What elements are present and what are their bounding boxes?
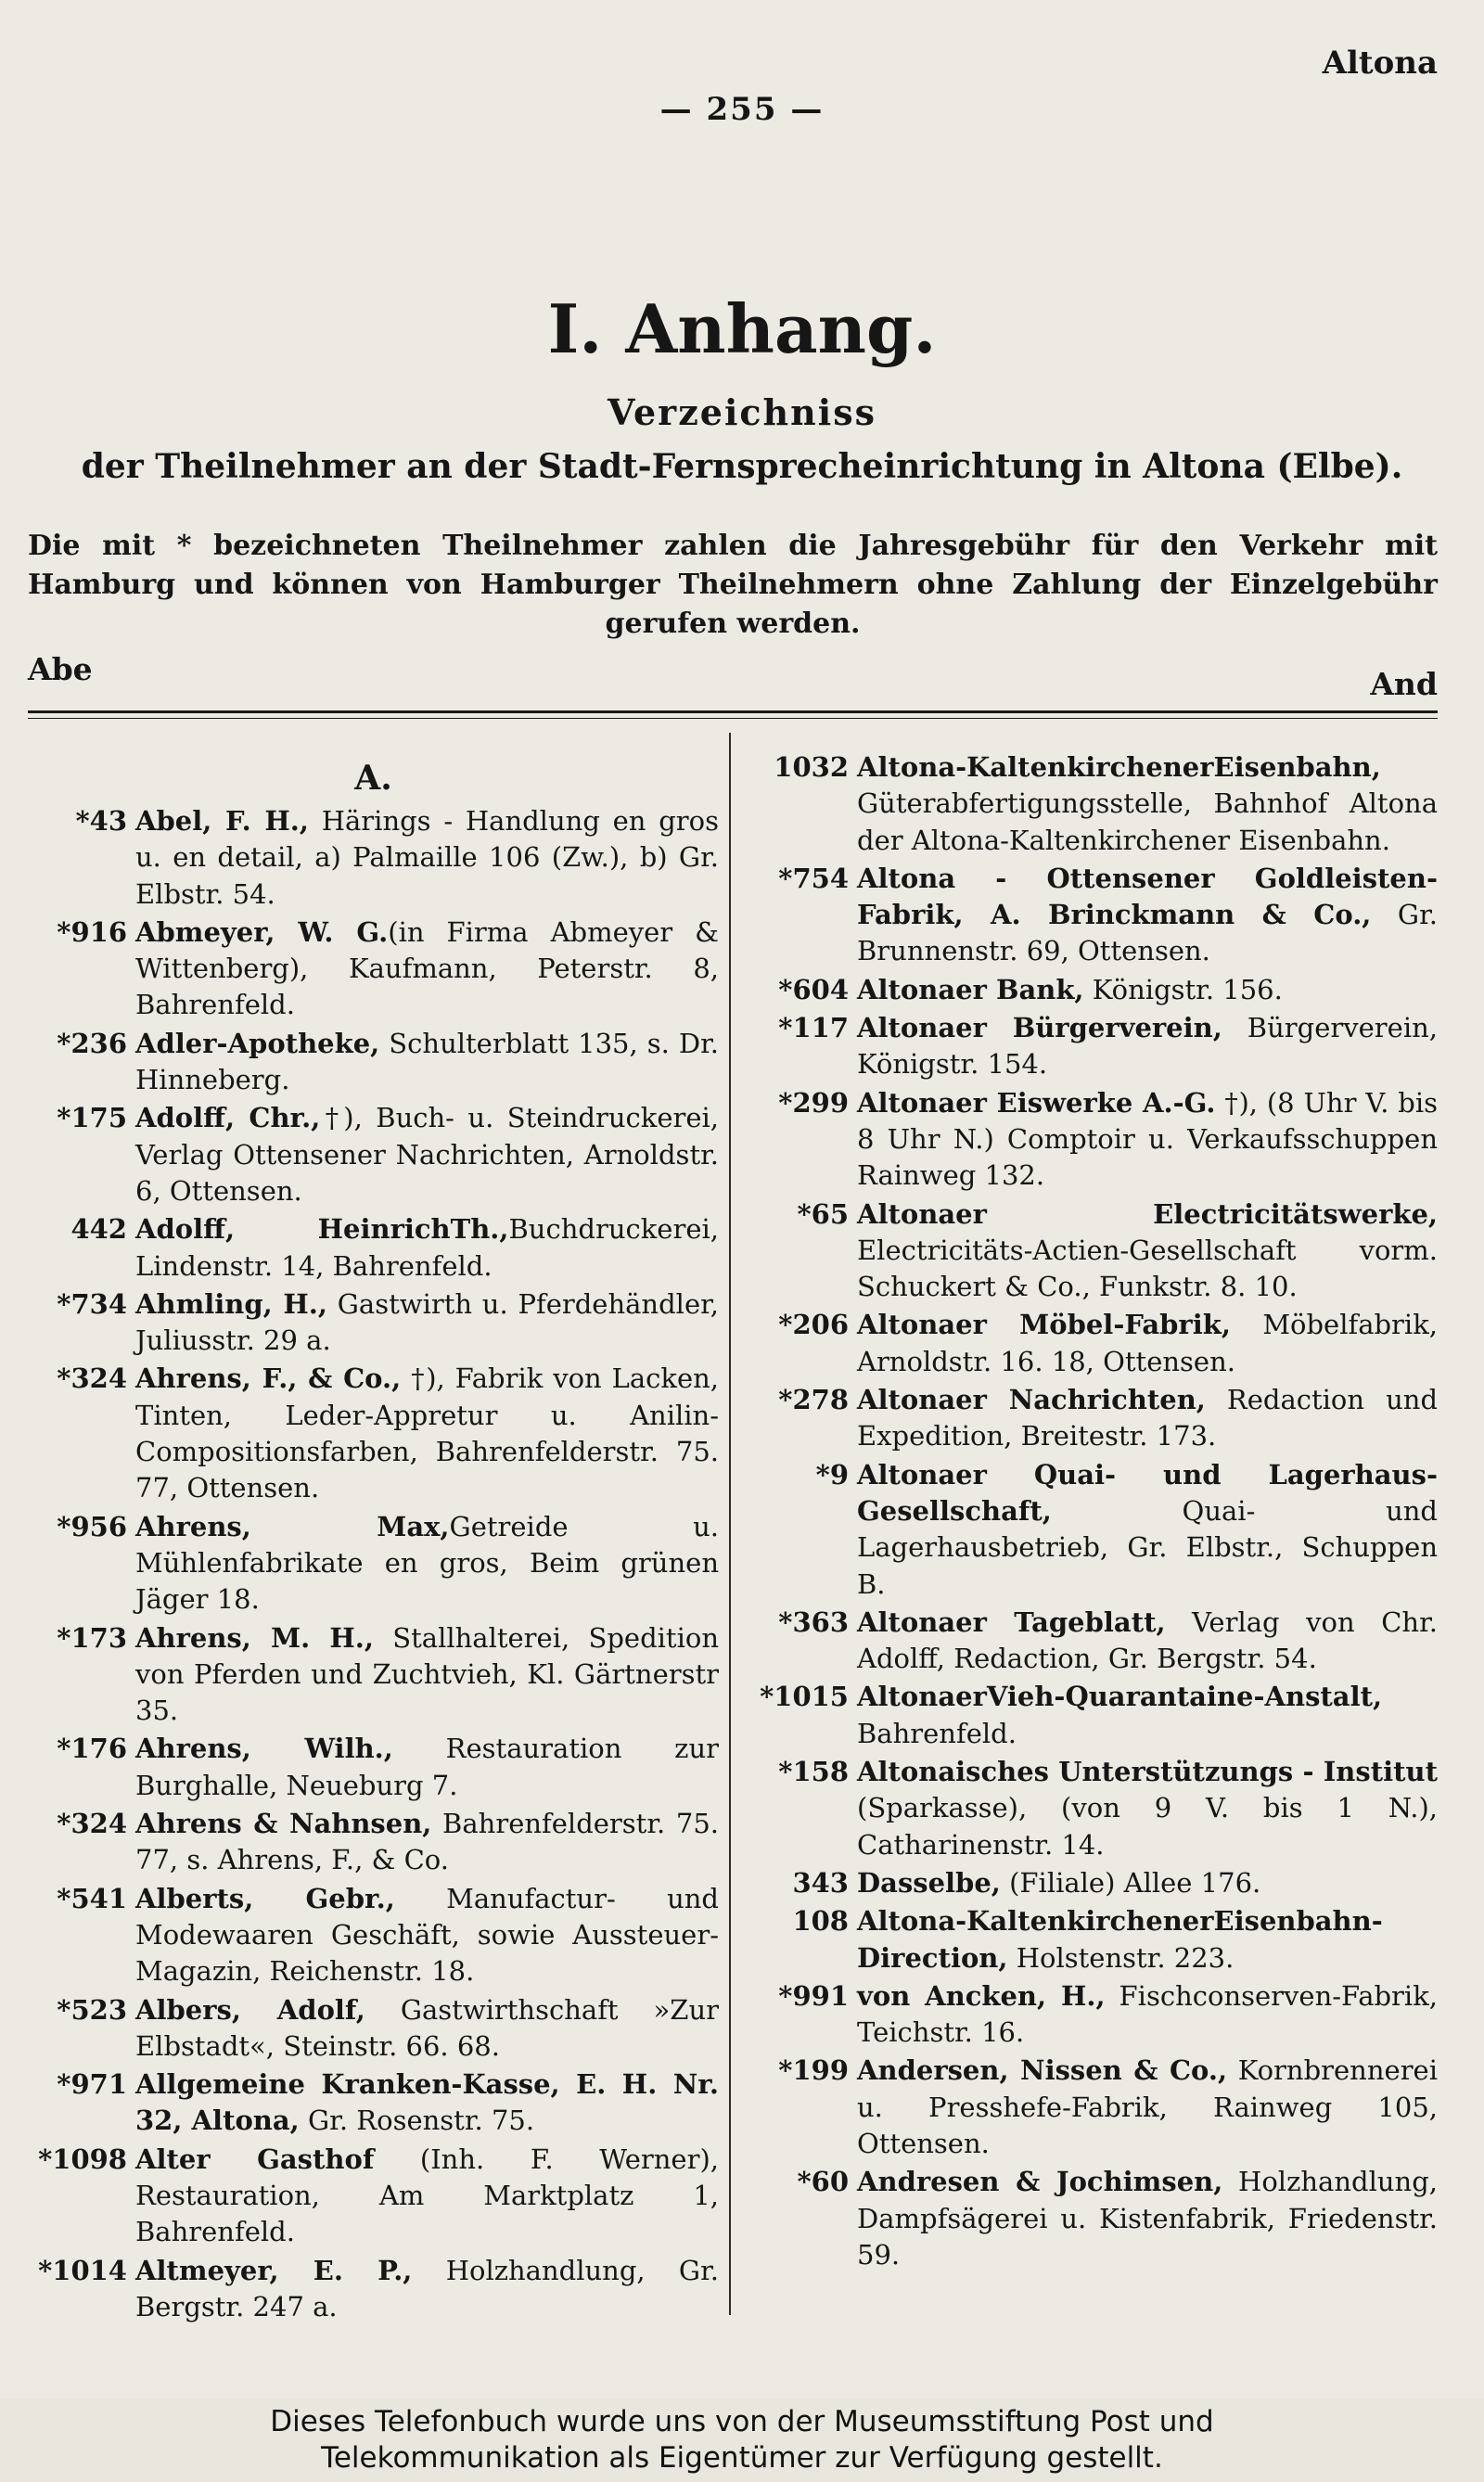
directory-entry [28,1100,719,1209]
directory-entry [28,1620,719,1730]
directory-entry [749,2164,1438,2273]
subscriber-name: Ahrens & Nahnsen, [135,1808,432,1840]
phone-number: *1014 [38,2254,127,2286]
directory-entry [28,915,719,1024]
subscriber-name: Altonaer Bürgerverein, [857,1012,1222,1044]
subscriber-name: Adolff, Chr., [135,1102,321,1134]
entry-details: Manufactur- und Modewaaren Geschäft, sowie Aussteuer-Magazin, Reichenstr. 18. [135,1882,719,1988]
subscriber-name: Andersen, Nissen & Co., [857,2054,1228,2087]
phone-number: *956 [57,1510,127,1542]
subscriber-name: Adolff, HeinrichTh., [135,1213,509,1246]
subscriber-name: Abmeyer, W. G. [135,915,389,948]
entry-body [135,1509,719,1618]
phone-number: *363 [778,1606,849,1638]
subscriber-name: Andresen & Jochimsen, [857,2166,1223,2198]
entry-body [857,1865,1438,1901]
entry-body [135,915,719,1024]
subscriber-name: Altonaer Eiswerke A.-G. [857,1086,1216,1119]
directory-entry [28,803,719,913]
entry-body [857,749,1438,859]
subscriber-name: Altonaer Tageblatt, [857,1606,1166,1638]
directory-entry [749,1605,1438,1678]
phone-number: *604 [778,973,849,1005]
directory-entry [749,1903,1438,1977]
entry-details: †), (8 Uhr V. bis 8 Uhr N.) Comptoir u. Verkaufsschuppen Rainweg 132. [857,1086,1438,1192]
entry-details: Schulterblatt 135, s. Dr. Hinneberg. [135,1027,719,1096]
directory-entry [28,1026,719,1099]
entry-details: Redaction und Expedition, Breitestr. 173. [857,1384,1439,1452]
left-entry-list [28,803,719,2325]
entry-body [135,1992,719,2066]
directory-entry [749,861,1438,970]
entry-details: Verlag von Chr. Adolff, Redaction, Gr. Bergstr. 54. [857,1606,1438,1675]
phone-number: *299 [778,1086,849,1119]
entry-details: Güterabfertigungsstelle, Bahnhof Altona der Altona-Kaltenkirchener Eisenbahn. [857,787,1438,856]
header-rule-thick [28,710,1438,713]
entry-details: Quai- und Lagerhausbetrieb, Gr. Elbstr., Schuppen B. [857,1494,1438,1600]
entry-body [135,803,719,913]
subscriber-name: Altonaisches Unterstützungs - Institut [857,1756,1438,1788]
subscriber-name: Altonaer Electricitätswerke, [857,1197,1438,1230]
entry-details: Getreide u. Mühlenfabrikate en gros, Beim grünen Jäger 18. [135,1510,719,1616]
entry-details: †), Fabrik von Lacken, Tinten, Leder-Appretur u. Anilin-Compositionsfarben, Bahrenfelderstr. 75. 77, Ottensen. [135,1363,719,1504]
phone-number: *754 [778,862,849,894]
entry-details: Restauration zur Burghalle, Neueburg 7. [135,1733,719,1801]
subscriber-name: von Ancken, H., [857,1979,1106,2012]
directory-entry [749,1010,1438,1083]
directory-entry [749,972,1438,1008]
subscriber-name: Adler-Apotheke, [135,1027,380,1059]
entry-body [857,2053,1438,2162]
subtitle: Verzeichniss [608,391,876,433]
subscriber-name: Abel, F. H., [135,805,309,837]
subscriber-name: Altonaer Möbel-Fabrik, [857,1309,1231,1341]
entry-details: Gr. Brunnenstr. 69, Ottensen. [857,899,1438,967]
directory-entry [749,1865,1438,1901]
entry-details: Bahrenfeld. [857,1717,1017,1749]
entry-details: Bahrenfelderstr. 75. 77, s. Ahrens, F., & Co. [135,1808,719,1876]
entry-details: Holstenstr. 223. [1007,1941,1235,1974]
phone-number: *199 [778,2054,849,2087]
entry-body [857,1679,1438,1752]
phone-number: *9 [815,1458,849,1490]
subscriber-name: Ahrens, Wilh., [135,1733,393,1765]
directory-entry [28,1509,719,1618]
subscriber-name: Alberts, Gebr., [135,1882,395,1914]
directory-entry [749,1754,1438,1863]
entry-body [857,1754,1438,1863]
entry-body [135,1361,719,1506]
entry-body [857,2164,1438,2273]
phone-number: *206 [778,1309,849,1341]
entry-details: Holzhandlung, Dampfsägerei u. Kistenfabrik, Friedenstr. 59. [857,2166,1438,2271]
directory-entry [749,1978,1438,2052]
subscriber-name: Altona-KaltenkirchenerEisenbahn, [857,751,1381,783]
directory-entry [28,1361,719,1506]
footer-line-2: Telekommunikation als Eigentümer zur Verfügung gestellt. [321,2441,1163,2475]
subscriber-name: Allgemeine Kranken-Kasse, E. H. Nr. 32, Altona, [135,2068,719,2137]
phone-number: *158 [778,1756,849,1788]
entry-body [857,1903,1438,1977]
phone-number: *523 [57,1993,127,2026]
entry-details: (Sparkasse), (von 9 V. bis 1 N.), Catharinenstr. 14. [857,1792,1438,1861]
directory-entry [749,1085,1438,1195]
subscriber-name: Ahrens, Max, [135,1510,450,1542]
page-title: I. Anhang. [547,289,937,368]
entry-body [857,1085,1438,1195]
phone-number: 108 [792,1905,849,1938]
entry-body [135,1211,719,1285]
phone-number: *324 [57,1808,127,1840]
entry-body [857,1978,1438,2052]
phone-number: *173 [57,1621,127,1654]
subscriber-name: Alter Gasthof [135,2143,375,2175]
phone-number: *916 [57,915,127,948]
phone-number: *117 [778,1012,849,1044]
subscriber-name: Altona - Ottensener Goldleisten-Fabrik, A. Brinckmann & Co., [857,862,1438,931]
entry-details: Holzhandlung, Gr. Bergstr. 247 a. [135,2254,719,2322]
entry-details: Härings - Handlung en gros u. en detail, a) Palmaille 106 (Zw.), b) Gr. Elbstr. 54. [135,805,719,910]
phone-number: *324 [57,1363,127,1395]
entry-details: Gr. Rosenstr. 75. [299,2105,535,2137]
entry-details: Electricitäts-Actien-Gesellschaft vorm. Schuckert & Co., Funkstr. 8. 10. [857,1234,1438,1303]
entry-body [135,2253,719,2326]
subscriber-name: Altona-KaltenkirchenerEisenbahn-Direction, [857,1905,1383,1974]
subscriber-name: Altonaer Bank, [857,973,1084,1005]
entry-details: Gastwirth u. Pferdehändler, Juliusstr. 29 a. [135,1287,719,1357]
entry-details: Buchdruckerei, Lindenstr. 14, Bahrenfeld. [135,1213,719,1282]
entry-body [135,2142,719,2251]
subscriber-name: Dasselbe, [857,1866,1001,1899]
entry-body [135,1286,719,1360]
phone-number: *43 [75,805,127,837]
phone-number: 442 [70,1213,127,1246]
column-divider [729,733,731,2315]
subscriber-name: Ahrens, M. H., [135,1621,374,1654]
subscriber-name: AltonaerVieh-Quarantaine-Anstalt, [857,1681,1383,1713]
directory-entry [28,1731,719,1804]
phone-number: *176 [57,1733,127,1765]
directory-entry [28,1211,719,1285]
directory-entry [749,1307,1438,1380]
entry-body [135,2066,719,2140]
entry-body [857,861,1438,970]
entry-body [135,1100,719,1209]
entry-body [857,1307,1438,1380]
subscriber-name: Altonaer Nachrichten, [857,1384,1206,1416]
subscriber-name: Altonaer Quai- und Lagerhaus-Gesellschaft, [857,1458,1438,1527]
entry-body [135,1806,719,1879]
directory-entry [28,1286,719,1360]
phone-number: *991 [778,1979,849,2012]
directory-entry [28,2066,719,2140]
entry-details: (in Firma Abmeyer & Wittenberg), Kaufmann, Peterstr. 8, Bahrenfeld. [135,915,719,1021]
directory-entry [749,749,1438,859]
directory-entry [28,1806,719,1879]
fee-note: Die mit * bezeichneten Theilnehmer zahlen die Jahresgebühr für den Verkehr mit Hamburg und können von Hamburger Theilnehmern ohne Zahlung der Einzelgebühr gerufen werden. [28,530,1438,640]
subscriber-name: Altmeyer, E. P., [135,2254,413,2286]
directory-entry [749,1382,1438,1455]
phone-number: 343 [792,1866,849,1899]
entry-body [135,1731,719,1804]
right-column [749,749,1438,2275]
directory-entry [28,1881,719,1990]
entry-details: Kornbrennerei u. Presshefe-Fabrik, Rainweg 105, Ottensen. [857,2054,1438,2159]
page-number: — 255 — [659,91,825,128]
entry-body [857,1457,1438,1603]
phone-number: *1098 [38,2143,127,2175]
phone-number: *236 [57,1027,127,1059]
directory-entry [749,1457,1438,1603]
directory-entry [28,2253,719,2326]
entry-body [857,1382,1438,1455]
running-head-place: Altona [1322,45,1438,82]
subscriber-name: Ahrens, F., & Co., [135,1363,402,1395]
entry-details: Königstr. 156. [1083,973,1283,1005]
entry-body [135,1881,719,1990]
directory-entry [28,1992,719,2066]
entry-body [857,1605,1438,1678]
left-guide-word: Abe [28,651,93,687]
entry-details: Bürgerverein, Königstr. 154. [857,1012,1438,1081]
directory-entry [28,2142,719,2251]
subscriber-name: Ahmling, H., [135,1287,327,1320]
directory-entry [749,2053,1438,2162]
phone-number: *278 [778,1384,849,1416]
phone-number: 1032 [774,751,849,783]
directory-entry [749,1196,1438,1306]
phone-number: *60 [797,2166,849,2198]
section-letter: A. [354,759,392,798]
entry-details: (Inh. F. Werner), Restauration, Am Marktplatz 1, Bahrenfeld. [135,2143,719,2248]
entry-details: (Filiale) Allee 176. [1000,1866,1261,1899]
header-rule-thin [28,718,1438,719]
entry-details: Fischconserven-Fabrik, Teichstr. 16. [857,1979,1438,2049]
phone-number: *971 [57,2068,127,2101]
entry-body [857,1010,1438,1083]
entry-details: Gastwirthschaft »Zur Elbstadt«, Steinstr. 66. 68. [135,1993,719,2062]
right-guide-word: And [1370,666,1438,702]
entry-body [857,972,1438,1008]
phone-number: *734 [57,1287,127,1320]
phone-number: *65 [797,1197,849,1230]
entry-details: †), Buch- u. Steindruckerei, Verlag Ottensener Nachrichten, Arnoldstr. 6, Ottensen. [135,1102,719,1207]
entry-details: Stallhalterei, Spedition von Pferden und Zuchtvieh, Kl. Gärtnerstr 35. [135,1621,719,1727]
subscriber-name: Albers, Adolf, [135,1993,365,2026]
phone-number: *175 [57,1102,127,1134]
phone-number: *541 [57,1882,127,1914]
directory-entry [749,1679,1438,1752]
entry-body [857,1196,1438,1306]
left-column [28,759,719,2327]
subtitle-line-2: der Theilnehmer an der Stadt-Fernsprecheinrichtung in Altona (Elbe). [81,447,1403,486]
footer-notice [0,2404,1484,2476]
footer-line-1: Dieses Telefonbuch wurde uns von der Museumsstiftung Post und [270,2405,1214,2438]
phone-number: *1015 [760,1681,849,1713]
entry-body [135,1026,719,1099]
right-entry-list [749,749,1438,2273]
entry-details: Möbelfabrik, Arnoldstr. 16. 18, Ottensen. [857,1309,1438,1377]
entry-body [135,1620,719,1730]
